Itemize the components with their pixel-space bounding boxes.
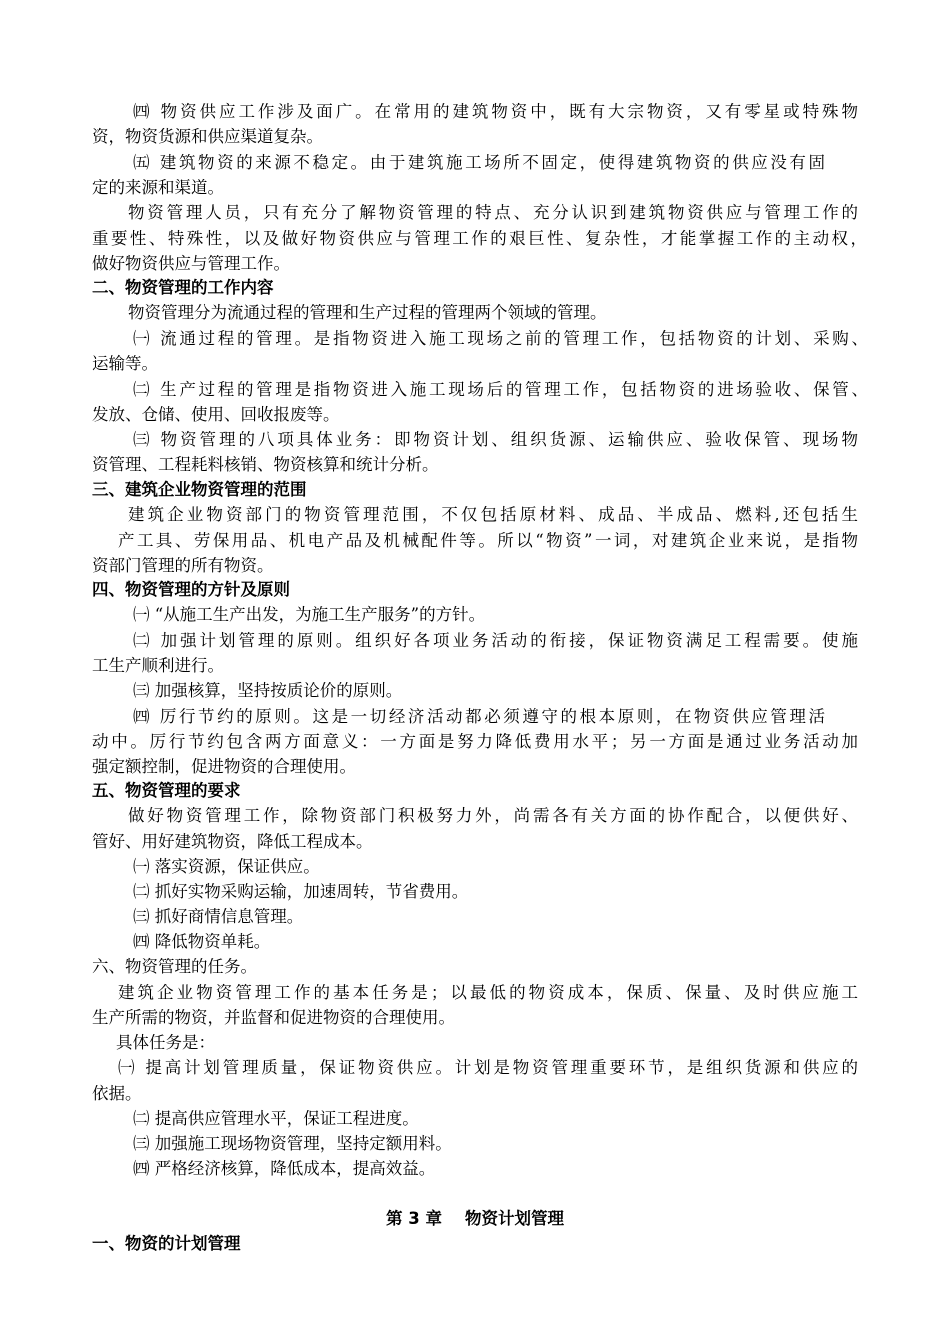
- paragraph-line: ㈠ 提高计划管理质量，保证物资供应。计划是物资管理重要环节，是组织货源和供应的: [118, 1058, 858, 1077]
- paragraph-line: ㈠ 落实资源，保证供应。: [133, 857, 320, 876]
- paragraph-line: ㈡ 抓好实物采购运输，加速周转，节省费用。: [133, 882, 469, 901]
- chapter-title: 第 3 章 物资计划管理: [386, 1209, 564, 1228]
- paragraph-line: ㈣ 物资供应工作涉及面广。在常用的建筑物资中，既有大宗物资，又有零星或特殊物: [133, 102, 858, 121]
- paragraph-line: 生产所需的物资，并监督和促进物资的合理使用。: [92, 1008, 455, 1027]
- section-heading: 五、物资管理的要求: [92, 781, 241, 800]
- paragraph-line: ㈢ 物资管理的八项具体业务：即物资计划、组织货源、运输供应、验收保管、现场物: [133, 430, 858, 449]
- section-heading: 四、物资管理的方针及原则: [92, 580, 290, 599]
- paragraph-line: ㈡ 加强计划管理的原则。组织好各项业务活动的衔接，保证物资满足工程需要。使施: [133, 631, 858, 650]
- paragraph-line: 定的来源和渠道。: [92, 178, 224, 197]
- paragraph-line: 建筑企业物资部门的物资管理范围，不仅包括原材料、成品、半成品、燃料,还包括生: [128, 505, 858, 524]
- paragraph-line: 物资管理人员，只有充分了解物资管理的特点、充分认识到建筑物资供应与管理工作的: [128, 203, 858, 222]
- paragraph-line: 建筑企业物资管理工作的基本任务是；以最低的物资成本，保质、保量、及时供应施工: [118, 983, 858, 1002]
- paragraph-line: 产工具、劳保用品、机电产品及机械配件等。所以“物资”一词，对建筑企业来说，是指物: [118, 531, 858, 550]
- paragraph-line: ㈢ 加强核算，坚持按质论价的原则。: [133, 681, 403, 700]
- paragraph-line: 物资管理分为流通过程的管理和生产过程的管理两个领域的管理。: [128, 303, 607, 322]
- paragraph-line: ㈣ 严格经济核算，降低成本，提高效益。: [133, 1159, 436, 1178]
- paragraph-line: 运输等。: [92, 354, 158, 373]
- paragraph-line: ㈣ 厉行节约的原则。这是一切经济活动都必须遵守的根本原则，在物资供应管理活: [133, 707, 825, 726]
- paragraph-line: 强定额控制，促进物资的合理使用。: [92, 757, 356, 776]
- paragraph-line: 具体任务是：: [116, 1033, 215, 1052]
- paragraph-line: ㈡ 提高供应管理水平，保证工程进度。: [133, 1109, 419, 1128]
- paragraph-line: 重要性、特殊性，以及做好物资供应与管理工作的艰巨性、复杂性，才能掌握工作的主动权，: [92, 229, 867, 248]
- section-heading: 一、物资的计划管理: [92, 1234, 241, 1253]
- paragraph-line: 发放、仓储、使用、回收报废等。: [92, 405, 340, 424]
- paragraph-line: 依据。: [92, 1084, 142, 1103]
- paragraph-line: 资，物资货源和供应渠道复杂。: [92, 127, 323, 146]
- paragraph-line: ㈣ 降低物资单耗。: [133, 932, 271, 951]
- paragraph-line: 六、物资管理的任务。: [92, 957, 257, 976]
- paragraph-line: ㈠ 流通过程的管理。是指物资进入施工现场之前的管理工作，包括物资的计划、采购、: [133, 329, 868, 348]
- paragraph-line: 管好、用好建筑物资，降低工程成本。: [92, 832, 373, 851]
- paragraph-line: 做好物资供应与管理工作。: [92, 254, 290, 273]
- section-heading: 三、建筑企业物资管理的范围: [92, 480, 307, 499]
- paragraph-line: 资部门管理的所有物资。: [92, 556, 274, 575]
- paragraph-line: 做好物资管理工作，除物资部门积极努力外，尚需各有关方面的协作配合，以便供好、: [128, 806, 858, 825]
- paragraph-line: 资管理、工程耗料核销、物资核算和统计分析。: [92, 455, 439, 474]
- paragraph-line: ㈢ 抓好商情信息管理。: [133, 907, 304, 926]
- paragraph-line: ㈢ 加强施工现场物资管理，坚持定额用料。: [133, 1134, 452, 1153]
- section-heading: 二、物资管理的工作内容: [92, 278, 274, 297]
- paragraph-line: 工生产顺利进行。: [92, 656, 224, 675]
- paragraph-line: ㈤ 建筑物资的来源不稳定。由于建筑施工场所不固定，使得建筑物资的供应没有固: [133, 153, 825, 172]
- paragraph-line: 动中。厉行节约包含两方面意义：一方面是努力降低费用水平；另一方面是通过业务活动加: [92, 732, 858, 751]
- paragraph-line: ㈡ 生产过程的管理是指物资进入施工现场后的管理工作，包括物资的进场验收、保管、: [133, 380, 868, 399]
- paragraph-line: ㈠ “从施工生产出发，为施工生产服务”的方针。: [133, 605, 486, 624]
